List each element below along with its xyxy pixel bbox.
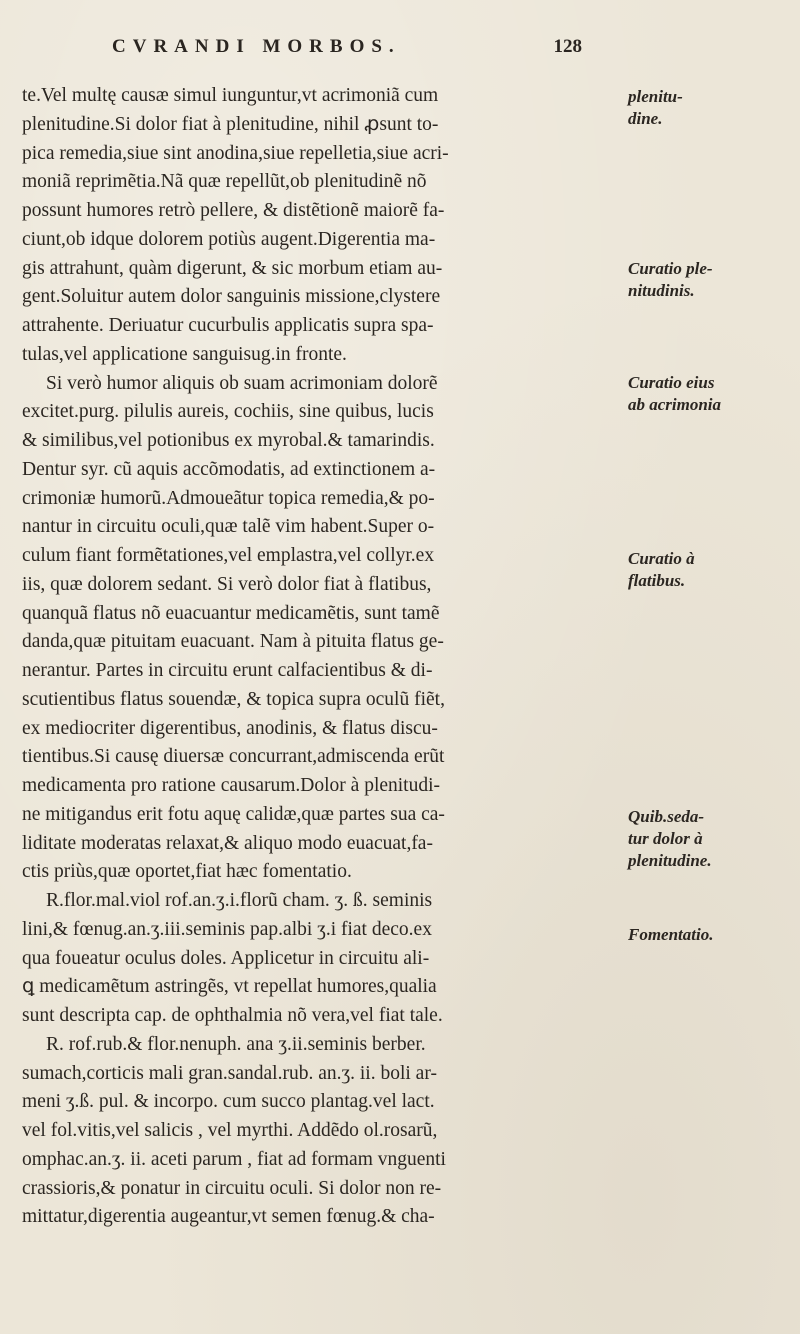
text-line: nantur in circuitu oculi,quæ talẽ vim habent.Super o- — [22, 516, 435, 538]
marginal-note: Fomentatio. — [628, 925, 714, 944]
page-header — [112, 36, 582, 58]
text-line: possunt humores retrò pellere, & distẽtionẽ maiorẽ fa- — [22, 200, 445, 221]
marginal-note: Curatio à — [628, 549, 695, 568]
text-line: tientibus.Si causę diuersæ concurrant,admiscenda erũt — [22, 746, 445, 768]
marginal-note: ab acrimonia — [628, 395, 722, 414]
text-line: ꝗ medicamẽtum astringẽs, vt repellat humores,qualia — [22, 976, 437, 998]
text-line: Dentur syr. cũ aquis accõmodatis, ad extinctionem a- — [22, 458, 436, 480]
text-line: gent.Soluitur autem dolor sanguinis missione,clystere — [22, 286, 441, 308]
text-line: ciunt,ob idque dolorem potiùs augent.Digerentia ma- — [22, 228, 436, 250]
text-line: vel fol.vitis,vel salicis , vel myrthi. Addẽdo ol.rosarũ, — [22, 1120, 438, 1141]
text-line: sunt descripta cap. de ophthalmia nõ vera,vel fiat tale. — [22, 1005, 443, 1026]
marginal-note: plenitu- — [628, 87, 683, 106]
text-line: iis, quæ dolorem sedant. Si verò dolor fiat à flatibus, — [22, 573, 432, 595]
text-line: R. rof.rub.& flor.nenuph. ana ʒ.ii.seminis berber. — [46, 1033, 426, 1055]
text-line: excitet.purg. pilulis aureis, cochiis, sine quibus, lucis — [22, 401, 434, 423]
text-line: quanquã flatus nõ euacuantur medicamẽtis, sunt tamẽ — [22, 602, 440, 624]
text-line: crassioris,& ponatur in circuitu oculi. Si dolor non re- — [22, 1177, 442, 1199]
text-line: moniã reprimẽtia.Nã quæ repellũt,ob plenitudinẽ nõ — [22, 171, 427, 193]
text-line: culum fiant formẽtationes,vel emplastra,vel collyr.ex — [22, 545, 435, 566]
text-line: & similibus,vel potionibus ex myrobal.& tamarindis. — [22, 430, 435, 451]
text-line: nerantur. Partes in circuitu erunt calfacientibus & di- — [22, 660, 433, 681]
marginal-note: Quib.seda- — [628, 807, 705, 826]
marginal-note: tur dolor à — [628, 829, 703, 848]
text-line: meni ʒ.ß. pul. & incorpo. cum succo plantag.vel lact. — [22, 1091, 435, 1113]
page-number: 128 — [553, 36, 582, 57]
text-line: ne mitigandus erit fotu aquę calidæ,quæ partes sua ca- — [22, 803, 445, 825]
marginal-note: Curatio eius — [628, 373, 715, 392]
text-line: Si verò humor aliquis ob suam acrimoniam dolorẽ — [46, 372, 438, 394]
text-line: tulas,vel applicatione sanguisug.in fronte. — [22, 343, 347, 365]
text-line: plenitudine.Si dolor fiat à plenitudine, nihil ꝓsunt to- — [22, 113, 439, 135]
text-line: qua foueatur oculus doles. Applicetur in circuitu ali- — [22, 947, 430, 969]
text-line: attrahente. Deriuatur cucurbulis applicatis supra spa- — [22, 315, 434, 336]
text-line: omphac.an.ʒ. ii. aceti parum , fiat ad formam vnguenti — [22, 1148, 446, 1170]
marginal-note: dine. — [628, 109, 663, 128]
text-line: ex mediocriter digerentibus, anodinis, & flatus discu- — [22, 717, 438, 739]
marginal-note: nitudinis. — [628, 281, 695, 300]
marginal-note: flatibus. — [628, 571, 686, 590]
text-line: ctis priùs,quæ oportet,fiat hæc fomentatio. — [22, 861, 352, 883]
text-line: lini,& fœnug.an.ʒ.iii.seminis pap.albi ʒ.i fiat deco.ex — [22, 918, 432, 940]
text-line: medicamenta pro ratione causarum.Dolor à plenitudi- — [22, 775, 441, 796]
text-line: scutientibus flatus souendæ, & topica supra oculũ fiẽt, — [22, 688, 445, 710]
text-line: pica remedia,siue sint anodina,siue repelletia,siue acri- — [22, 142, 449, 164]
text-line: mittatur,digerentia augeantur,vt semen fœnug.& cha- — [22, 1206, 435, 1228]
marginal-note: plenitudine. — [628, 851, 712, 870]
text-line: liditate moderatas relaxat,& aliquo modo euacuat,fa- — [22, 832, 433, 854]
text-line: danda,quæ pituitam euacuant. Nam à pituita flatus ge- — [22, 631, 444, 653]
text-line: sumach,corticis mali gran.sandal.rub. an.ʒ. ii. boli ar- — [22, 1062, 437, 1084]
running-head: CVRANDI MORBOS. — [112, 36, 401, 57]
text-line: crimoniæ humorũ.Admoueãtur topica remedia,& po- — [22, 487, 435, 509]
text-line: R.flor.mal.viol rof.an.ʒ.i.florũ cham. ʒ. ß. seminis — [46, 890, 433, 911]
text-line: gis attrahunt, quàm digerunt, & sic morbum etiam au- — [22, 257, 443, 279]
marginal-note: Curatio ple- — [628, 259, 713, 278]
text-line: te.Vel multę causæ simul iunguntur,vt acrimoniã cum — [22, 85, 439, 106]
body-text — [22, 82, 612, 1232]
